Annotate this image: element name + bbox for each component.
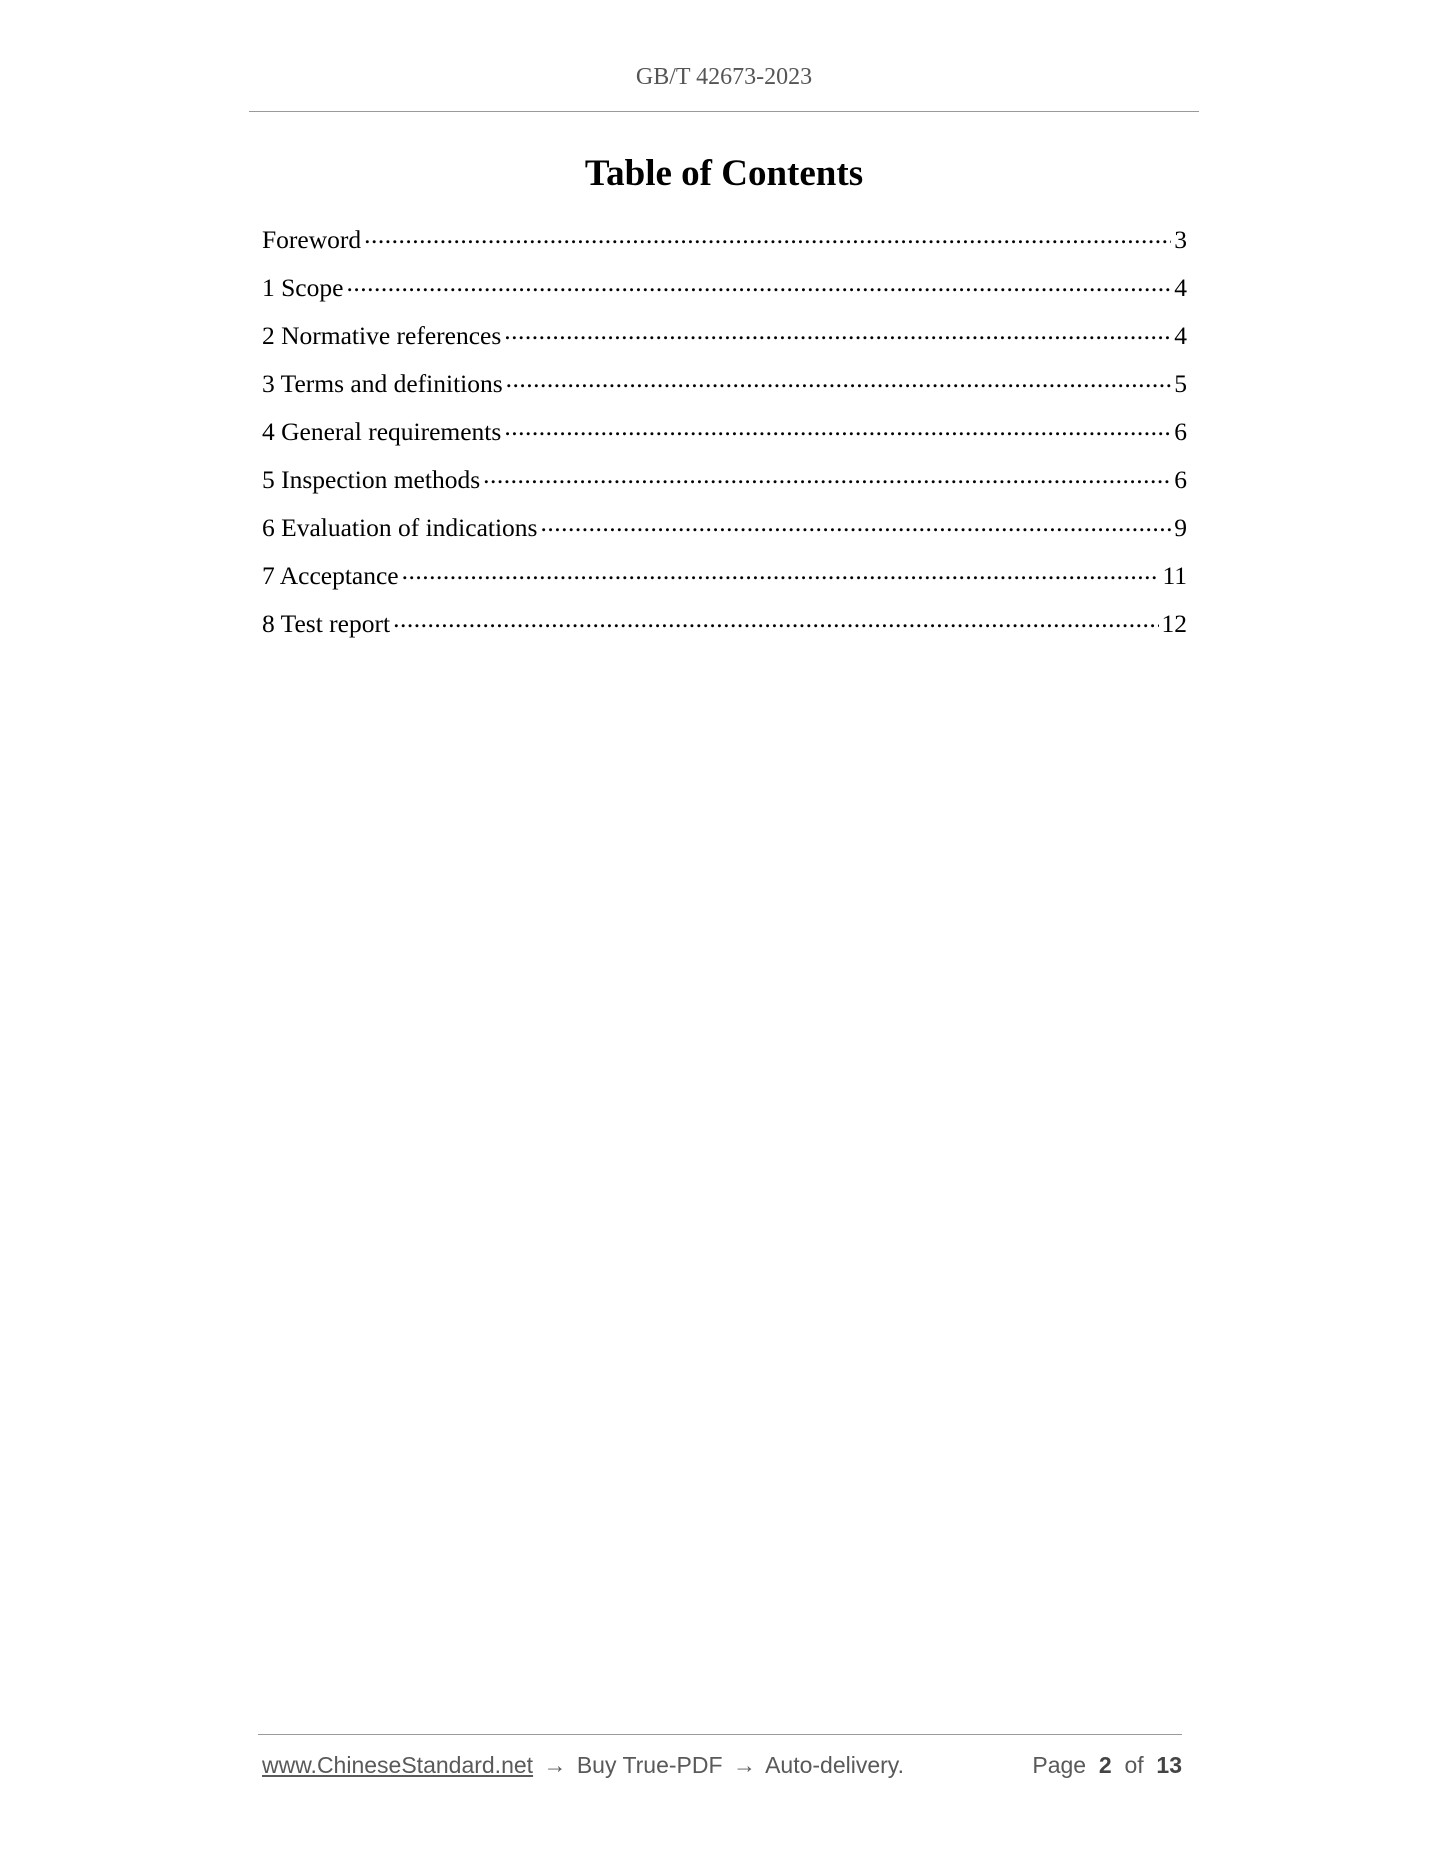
toc-entry-label: 2 Normative references xyxy=(262,320,502,350)
toc-entry-label: 1 Scope xyxy=(262,272,344,302)
arrow-right-icon: → xyxy=(732,1752,756,1778)
toc-entry-terms-and-definitions[interactable] xyxy=(262,366,1187,414)
toc-entry-label: Foreword xyxy=(262,224,362,254)
current-page-number: 2 xyxy=(1098,1752,1112,1778)
page-footer xyxy=(262,1752,1182,1779)
toc-dot-leader xyxy=(364,222,1171,248)
toc-dot-leader xyxy=(402,558,1160,584)
toc-entry-general-requirements[interactable] xyxy=(262,414,1187,462)
toc-list xyxy=(262,222,1187,654)
header-divider xyxy=(249,111,1199,112)
toc-entry-page: 9 xyxy=(1174,512,1187,542)
buy-true-pdf-text: Buy True-PDF xyxy=(576,1752,723,1778)
toc-dot-leader xyxy=(540,510,1171,536)
toc-dot-leader xyxy=(483,462,1171,488)
toc-title: Table of Contents xyxy=(584,153,864,194)
toc-entry-acceptance[interactable] xyxy=(262,558,1187,606)
toc-entry-page: 5 xyxy=(1174,368,1187,398)
document-header-code: GB/T 42673-2023 xyxy=(635,64,813,90)
toc-entry-page: 12 xyxy=(1161,608,1187,638)
arrow-right-icon: → xyxy=(543,1752,567,1778)
toc-entry-foreword[interactable] xyxy=(262,222,1187,270)
toc-entry-label: 4 General requirements xyxy=(262,416,502,446)
of-word: of xyxy=(1124,1752,1144,1778)
toc-entry-page: 6 xyxy=(1174,416,1187,446)
toc-entry-label: 5 Inspection methods xyxy=(262,464,481,494)
toc-dot-leader xyxy=(504,318,1171,344)
toc-entry-page: 4 xyxy=(1174,320,1187,350)
toc-dot-leader xyxy=(346,270,1171,296)
toc-entry-evaluation-of-indications[interactable] xyxy=(262,510,1187,558)
toc-entry-test-report[interactable] xyxy=(262,606,1187,654)
toc-entry-label: 3 Terms and definitions xyxy=(262,368,503,398)
toc-entry-label: 6 Evaluation of indications xyxy=(262,512,538,542)
toc-entry-page: 11 xyxy=(1162,560,1187,590)
auto-delivery-text: Auto-delivery. xyxy=(765,1752,904,1778)
toc-dot-leader xyxy=(506,366,1172,392)
toc-entry-page: 6 xyxy=(1174,464,1187,494)
page-word: Page xyxy=(1032,1752,1087,1778)
toc-entry-scope[interactable] xyxy=(262,270,1187,318)
toc-entry-label: 7 Acceptance xyxy=(262,560,399,590)
toc-dot-leader xyxy=(393,606,1158,632)
toc-entry-inspection-methods[interactable] xyxy=(262,462,1187,510)
toc-entry-page: 3 xyxy=(1174,224,1187,254)
site-link[interactable]: www.ChineseStandard.net xyxy=(262,1752,534,1778)
toc-entry-label: 8 Test report xyxy=(262,608,391,638)
toc-entry-page: 4 xyxy=(1174,272,1187,302)
toc-entry-normative-references[interactable] xyxy=(262,318,1187,366)
page-indicator xyxy=(1032,1752,1182,1779)
footer-divider xyxy=(258,1734,1182,1735)
toc-dot-leader xyxy=(504,414,1171,440)
footer-promo xyxy=(262,1752,904,1779)
total-pages-number: 13 xyxy=(1156,1752,1182,1778)
